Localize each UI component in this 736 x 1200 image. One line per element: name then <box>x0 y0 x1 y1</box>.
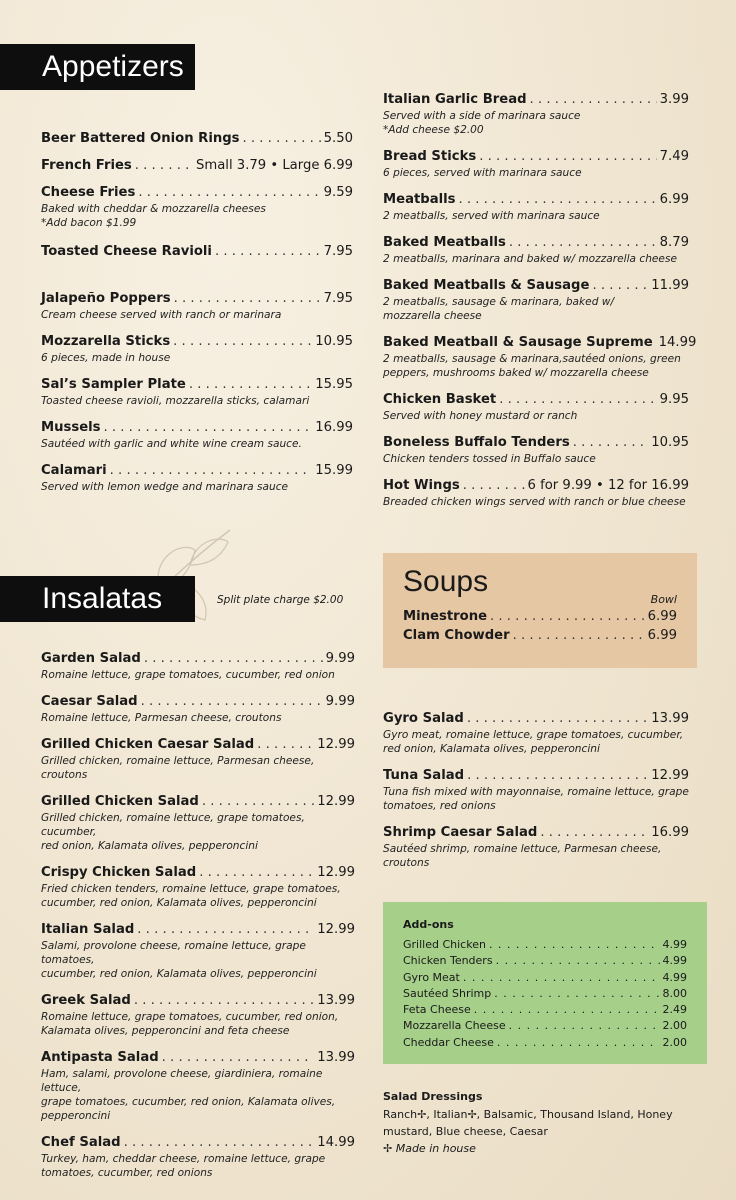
addon-price: 2.00 <box>662 1035 687 1049</box>
item-desc: Served with honey mustard or ranch <box>383 410 578 422</box>
item-name: Mussels <box>41 420 101 435</box>
menu-item <box>383 192 689 223</box>
menu-item <box>41 993 355 1038</box>
item-price: 5.50 <box>323 131 353 146</box>
addon-item <box>403 953 687 969</box>
menu-item <box>41 131 353 146</box>
menu-item <box>41 420 353 451</box>
item-price: 16.99 <box>315 420 353 435</box>
addon-item <box>403 970 687 986</box>
addons-box <box>383 902 707 1064</box>
addon-item <box>403 1018 687 1034</box>
item-desc: Turkey, ham, cheddar cheese, romaine lettuce, grape <box>41 1153 326 1165</box>
item-desc-extra: cucumber, red onion, Kalamata olives, pepperoncini <box>41 968 317 980</box>
item-desc: Romaine lettuce, Parmesan cheese, croutons <box>41 712 282 724</box>
item-desc-extra: *Add bacon $1.99 <box>41 217 137 229</box>
item-desc: Toasted cheese ravioli, mozzarella sticks, calamari <box>41 395 310 407</box>
item-desc-extra: pepperoncini <box>41 1110 111 1122</box>
item-desc-extra: mozzarella cheese <box>383 310 482 322</box>
addon-price: 4.99 <box>662 954 687 968</box>
item-price: Small 3.79 • Large 6.99 <box>195 158 353 173</box>
menu-item <box>41 651 355 682</box>
item-price: 7.49 <box>659 149 689 164</box>
sides-list <box>383 92 697 521</box>
item-name: Tuna Salad <box>383 768 465 783</box>
item-name: Caesar Salad <box>41 694 138 709</box>
item-price: 15.99 <box>315 463 353 478</box>
item-price: 16.99 <box>651 825 689 840</box>
appetizers-list <box>41 131 353 506</box>
item-price: 7.95 <box>323 244 353 259</box>
item-name: Meatballs <box>383 192 456 207</box>
addon-item <box>403 1035 687 1051</box>
item-desc: Breaded chicken wings served with ranch or blue cheese <box>383 496 686 508</box>
item-name: Baked Meatballs & Sausage <box>383 278 590 293</box>
soups-title: Soups <box>403 565 489 598</box>
menu-item <box>383 335 697 380</box>
addon-name: Grilled Chicken <box>403 938 486 951</box>
menu-item <box>41 922 355 981</box>
item-desc-extra: grape tomatoes, cucumber, red onion, Kalamata olives, <box>41 1096 336 1108</box>
item-name: Baked Meatballs <box>383 235 506 250</box>
addon-price: 2.00 <box>662 1019 687 1033</box>
item-price: 15.95 <box>315 377 353 392</box>
item-desc-extra: tomatoes, red onions <box>383 800 496 812</box>
item-price: 8.79 <box>659 235 689 250</box>
soups-box <box>383 553 697 668</box>
item-price: 14.99 <box>317 1135 355 1150</box>
item-desc: Sautéed shrimp, romaine lettuce, Parmesan cheese, <box>383 843 662 855</box>
item-desc: Grilled chicken, romaine lettuce, Parmesan cheese, croutons <box>41 755 315 781</box>
item-name: Garden Salad <box>41 651 141 666</box>
item-price: 6 for 9.99 • 12 for 16.99 <box>527 478 689 493</box>
item-price: 10.95 <box>315 334 353 349</box>
addons-title: Add-ons <box>403 918 454 931</box>
menu-item <box>41 737 355 782</box>
item-name: Hot Wings <box>383 478 460 493</box>
item-desc: Ham, salami, provolone cheese, giardiniera, romaine lettuce, <box>41 1068 323 1094</box>
right-salads-list <box>383 711 689 882</box>
item-name: Italian Garlic Bread <box>383 92 527 107</box>
menu-item <box>383 92 689 137</box>
item-desc: Grilled chicken, romaine lettuce, grape tomatoes, cucumber, <box>41 812 305 838</box>
item-desc: 2 meatballs, sausage & marinara,sautéed onions, green <box>383 353 681 365</box>
split-plate-note: Split plate charge $2.00 <box>217 594 344 606</box>
item-desc: Tuna fish mixed with mayonnaise, romaine lettuce, grape <box>383 786 689 798</box>
addon-price: 4.99 <box>662 970 687 984</box>
bowl-label: Bowl <box>650 593 677 606</box>
item-name: Italian Salad <box>41 922 135 937</box>
menu-item <box>41 794 355 853</box>
item-price: 10.95 <box>651 435 689 450</box>
addon-name: Mozzarella Cheese <box>403 1019 506 1033</box>
item-price: 12.99 <box>317 794 355 809</box>
item-price: 11.99 <box>651 278 689 293</box>
appetizers-title: Appetizers <box>42 50 184 83</box>
menu-item <box>403 609 677 624</box>
item-desc-extra: Kalamata olives, pepperoncini and feta cheese <box>41 1025 290 1037</box>
item-name: Minestrone <box>403 609 488 624</box>
addon-item <box>403 1002 687 1018</box>
item-price: 9.95 <box>659 392 689 407</box>
item-desc: Salami, provolone cheese, romaine lettuce, grape tomatoes, <box>41 940 306 966</box>
item-price: 7.95 <box>323 291 353 306</box>
menu-item <box>41 158 353 173</box>
item-desc: Sautéed with garlic and white wine cream sauce. <box>41 438 302 450</box>
made-in-house-note: ✢ Made in house <box>383 1142 476 1155</box>
addon-name: Gyro Meat <box>403 970 460 984</box>
item-name: Grilled Chicken Salad <box>41 794 199 809</box>
menu-item <box>383 711 689 756</box>
item-desc: Romaine lettuce, grape tomatoes, cucumber, red onion <box>41 669 335 681</box>
menu-item <box>41 377 353 408</box>
item-desc: 2 meatballs, marinara and baked w/ mozzarella cheese <box>383 253 677 265</box>
item-name: Crispy Chicken Salad <box>41 865 197 880</box>
item-price: 12.99 <box>317 922 355 937</box>
item-name: Beer Battered Onion Rings <box>41 131 240 146</box>
menu-item <box>383 435 689 466</box>
item-desc: Chicken tenders tossed in Buffalo sauce <box>383 453 596 465</box>
menu-item <box>41 334 353 365</box>
addon-name: Chicken Tenders <box>403 954 493 968</box>
item-price: 12.99 <box>651 768 689 783</box>
item-price: 6.99 <box>647 628 677 643</box>
item-desc-extra: croutons <box>383 857 430 869</box>
item-name: Chicken Basket <box>383 392 497 407</box>
insalatas-list <box>41 651 355 1192</box>
item-name: Sal’s Sampler Plate <box>41 377 186 392</box>
addon-price: 4.99 <box>662 938 687 951</box>
item-name: Calamari <box>41 463 107 478</box>
item-name: Shrimp Caesar Salad <box>383 825 538 840</box>
item-price: 13.99 <box>651 711 689 726</box>
item-desc-extra: *Add cheese $2.00 <box>383 124 484 136</box>
item-price: 6.99 <box>647 609 677 624</box>
item-name: Antipasta Salad <box>41 1050 159 1065</box>
addon-name: Sautéed Shrimp <box>403 986 492 1000</box>
insalatas-title: Insalatas <box>42 582 163 615</box>
item-name: Gyro Salad <box>383 711 464 726</box>
item-desc: Fried chicken tenders, romaine lettuce, grape tomatoes, <box>41 883 341 895</box>
item-price: 6.99 <box>659 192 689 207</box>
item-price: 13.99 <box>317 993 355 1008</box>
addon-item <box>403 986 687 1002</box>
menu-item <box>383 149 689 180</box>
menu-item <box>383 478 689 509</box>
item-name: French Fries <box>41 158 132 173</box>
item-name: Greek Salad <box>41 993 131 1008</box>
item-name: Mozzarella Sticks <box>41 334 171 349</box>
menu-item <box>41 1135 355 1180</box>
menu-item <box>383 825 689 870</box>
item-desc-extra: cucumber, red onion, Kalamata olives, pepperoncini <box>41 897 317 909</box>
item-price: 14.99 <box>658 335 697 350</box>
item-price: 9.99 <box>325 694 355 709</box>
menu-item <box>41 865 355 910</box>
item-name: Jalapeño Poppers <box>41 291 171 306</box>
item-name: Clam Chowder <box>403 628 510 643</box>
menu-item <box>41 463 353 494</box>
menu-item <box>41 1050 355 1123</box>
item-desc: 6 pieces, served with marinara sauce <box>383 167 582 179</box>
dressings-title: Salad Dressings <box>383 1090 483 1103</box>
item-price: 9.59 <box>323 185 353 200</box>
item-name: Toasted Cheese Ravioli <box>41 244 212 259</box>
menu-item <box>41 694 355 725</box>
item-desc: 2 meatballs, served with marinara sauce <box>383 210 600 222</box>
appetizers-banner <box>0 44 195 90</box>
item-desc: Cream cheese served with ranch or marinara <box>41 309 282 321</box>
item-desc: 2 meatballs, sausage & marinara, baked w/ <box>383 296 615 308</box>
item-desc: 6 pieces, made in house <box>41 352 171 364</box>
item-desc-extra: red onion, Kalamata olives, pepperoncini <box>41 840 258 852</box>
menu-item <box>383 278 689 323</box>
item-price: 3.99 <box>659 92 689 107</box>
addon-name: Cheddar Cheese <box>403 1035 494 1049</box>
item-desc-extra: peppers, mushrooms baked w/ mozzarella cheese <box>383 367 649 379</box>
menu-item <box>383 392 689 423</box>
item-desc-extra: tomatoes, cucumber, red onions <box>41 1167 213 1179</box>
item-price: 9.99 <box>325 651 355 666</box>
item-name: Boneless Buffalo Tenders <box>383 435 570 450</box>
item-desc: Served with a side of marinara sauce <box>383 110 581 122</box>
item-price: 13.99 <box>317 1050 355 1065</box>
menu-item <box>403 628 677 643</box>
item-price: 12.99 <box>317 865 355 880</box>
item-desc: Served with lemon wedge and marinara sauce <box>41 481 289 493</box>
item-name: Grilled Chicken Caesar Salad <box>41 737 255 752</box>
addon-item <box>403 937 687 953</box>
menu-item <box>41 185 353 230</box>
item-desc: Romaine lettuce, grape tomatoes, cucumber, red onion, <box>41 1011 339 1023</box>
menu-item <box>41 244 353 259</box>
item-desc-extra: red onion, Kalamata olives, pepperoncini <box>383 743 600 755</box>
salad-dressings <box>383 1088 703 1157</box>
menu-item <box>41 291 353 322</box>
item-name: Cheese Fries <box>41 185 136 200</box>
addon-name: Feta Cheese <box>403 1003 471 1017</box>
menu-item <box>383 235 689 266</box>
item-name: Chef Salad <box>41 1135 121 1150</box>
addon-price: 2.49 <box>662 1003 687 1017</box>
item-name: Bread Sticks <box>383 149 477 164</box>
addon-price: 8.00 <box>662 986 687 1000</box>
menu-item <box>383 768 689 813</box>
item-price: 12.99 <box>317 737 355 752</box>
item-name: Baked Meatball & Sausage Supreme <box>383 335 653 350</box>
dressings-text: Ranch✢, Italian✢, Balsamic, Thousand Island, Honey mustard, Blue cheese, Caesar <box>383 1108 673 1138</box>
item-desc: Baked with cheddar & mozzarella cheeses <box>41 203 266 215</box>
insalatas-banner <box>0 576 195 622</box>
item-desc: Gyro meat, romaine lettuce, grape tomatoes, cucumber, <box>383 729 684 741</box>
